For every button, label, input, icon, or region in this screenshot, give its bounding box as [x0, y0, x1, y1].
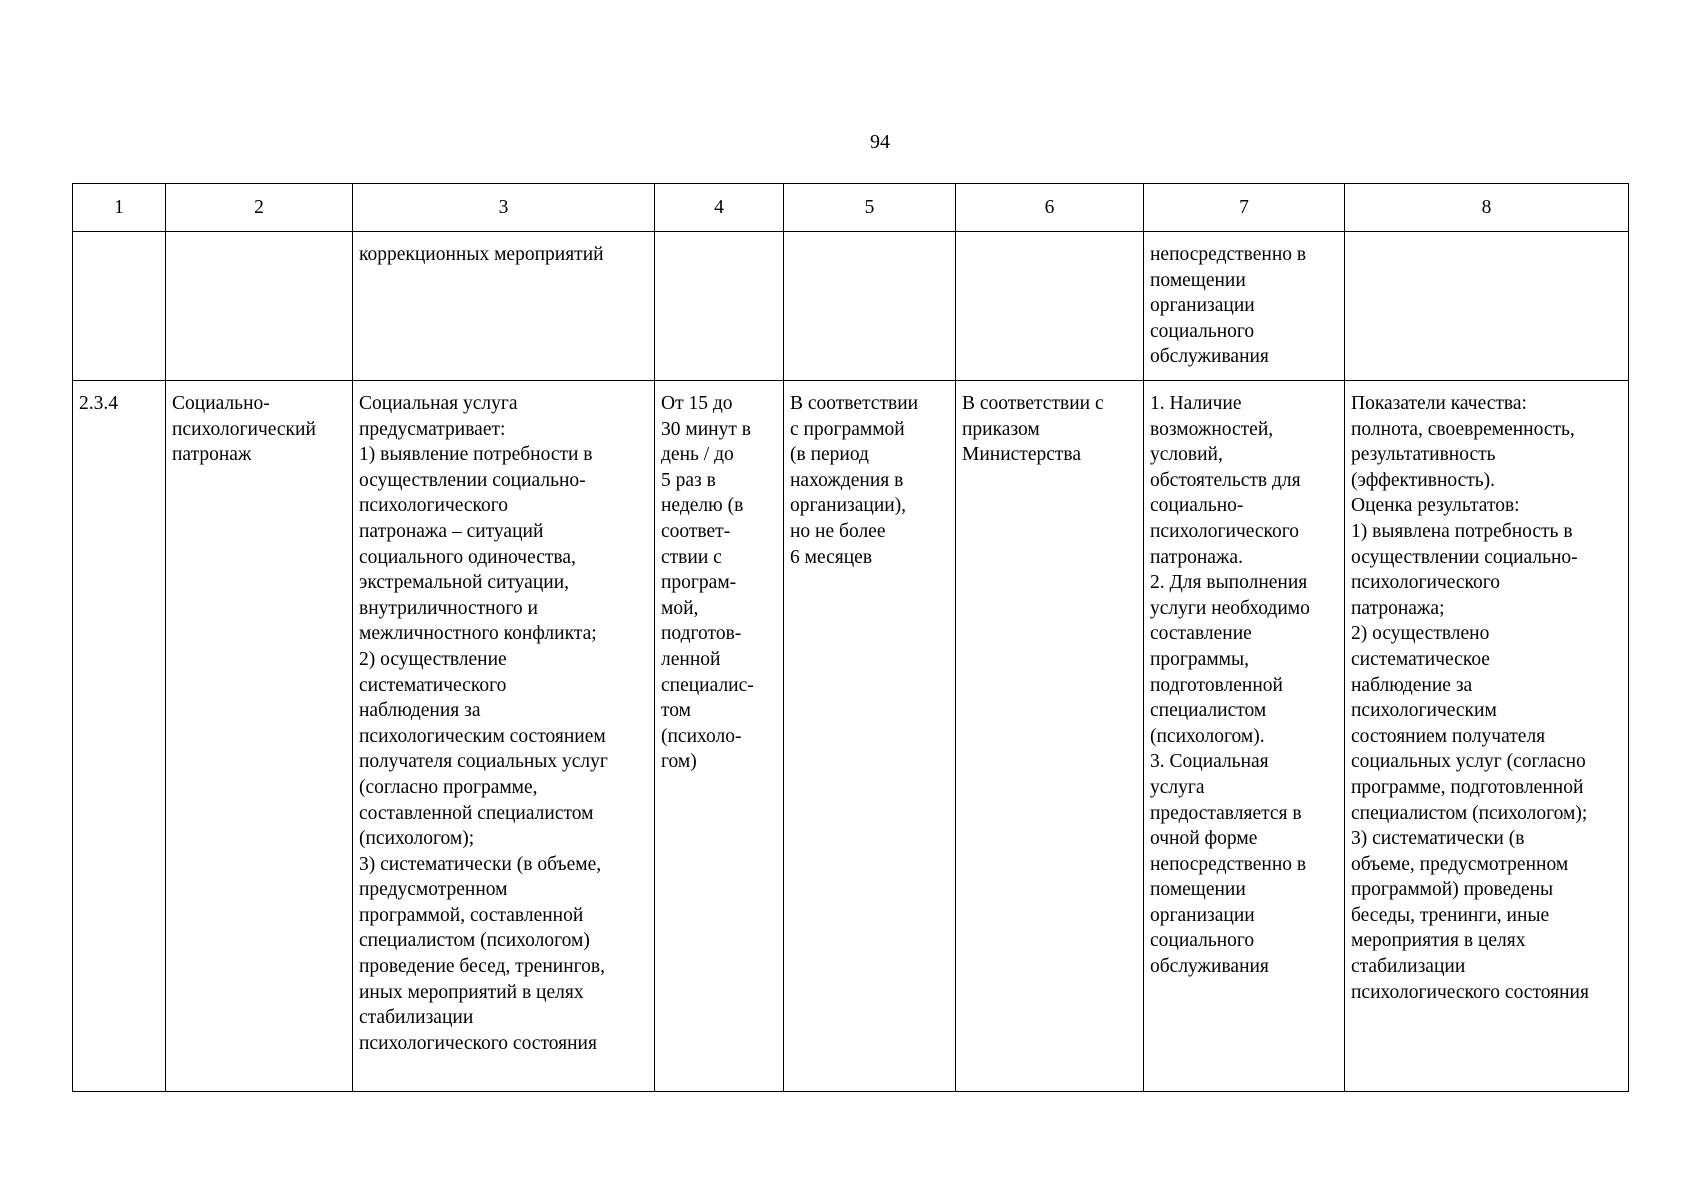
- header-cell-8: 8: [1345, 184, 1629, 232]
- cell-number: [73, 232, 166, 381]
- cell-term: [784, 232, 956, 381]
- header-cell-5: 5: [784, 184, 956, 232]
- header-cell-7: 7: [1144, 184, 1345, 232]
- cell-conditions: непосредственно в помещении организации социального обслуживания: [1144, 232, 1345, 381]
- cell-description: коррекционных мероприятий: [353, 232, 655, 381]
- cell-time-norm: От 15 до 30 минут в день / до 5 раз в неделю (в соответ- ствии с програм- мой, подготов- ленной специалис- том (психоло- гом): [655, 381, 784, 1092]
- table-header-row: [73, 184, 1629, 232]
- page-number: 94: [870, 131, 890, 153]
- cell-term: В соответствии с программой (в период нахождения в организации), но не более 6 месяцев: [784, 381, 956, 1092]
- header-cell-4: 4: [655, 184, 784, 232]
- header-cell-2: 2: [166, 184, 353, 232]
- cell-number: 2.3.4: [73, 381, 166, 1092]
- table-row-continuation: [73, 232, 1629, 381]
- cell-service-name: Социально- психологический патронаж: [166, 381, 353, 1092]
- cell-tariff: [956, 232, 1144, 381]
- header-cell-6: 6: [956, 184, 1144, 232]
- cell-description: Социальная услуга предусматривает: 1) выявление потребности в осуществлении социально- психологического патронажа – ситуаций социального одиночества, экстремальной ситуации, внутриличностного и межличностного конфликта; 2) осуществление систематического наблюдения за психологическим состоянием получателя социальных услуг (согласно программе, составленной специалистом (психологом); 3) систематически (в объеме, предусмотренном программой, составленной специалистом (психологом) проведение бесед, тренингов, иных мероприятий в целях стабилизации психологического состояния: [353, 381, 655, 1092]
- header-cell-3: 3: [353, 184, 655, 232]
- cell-time-norm: [655, 232, 784, 381]
- cell-tariff: В соответствии с приказом Министерства: [956, 381, 1144, 1092]
- cell-quality: Показатели качества: полнота, своевременность, результативность (эффективность). Оценка результатов: 1) выявлена потребность в осуществлении социально- психологического патронажа; 2) осуществлено систематическое наблюдение за психологическим состоянием получателя социальных услуг (согласно программе, подготовленной специалистом (психологом); 3) систематически (в объеме, предусмотренном программой) проведены беседы, тренинги, иные мероприятия в целях стабилизации психологического состояния: [1345, 381, 1629, 1092]
- services-table: [72, 183, 1629, 1092]
- cell-service-name: [166, 232, 353, 381]
- header-cell-1: 1: [73, 184, 166, 232]
- cell-conditions: 1. Наличие возможностей, условий, обстоятельств для социально- психологического патронажа. 2. Для выполнения услуги необходимо составление программы, подготовленной специалистом (психологом). 3. Социальная услуга предоставляется в очной форме непосредственно в помещении организации социального обслуживания: [1144, 381, 1345, 1092]
- cell-quality: [1345, 232, 1629, 381]
- table-row-2-3-4: [73, 381, 1629, 1092]
